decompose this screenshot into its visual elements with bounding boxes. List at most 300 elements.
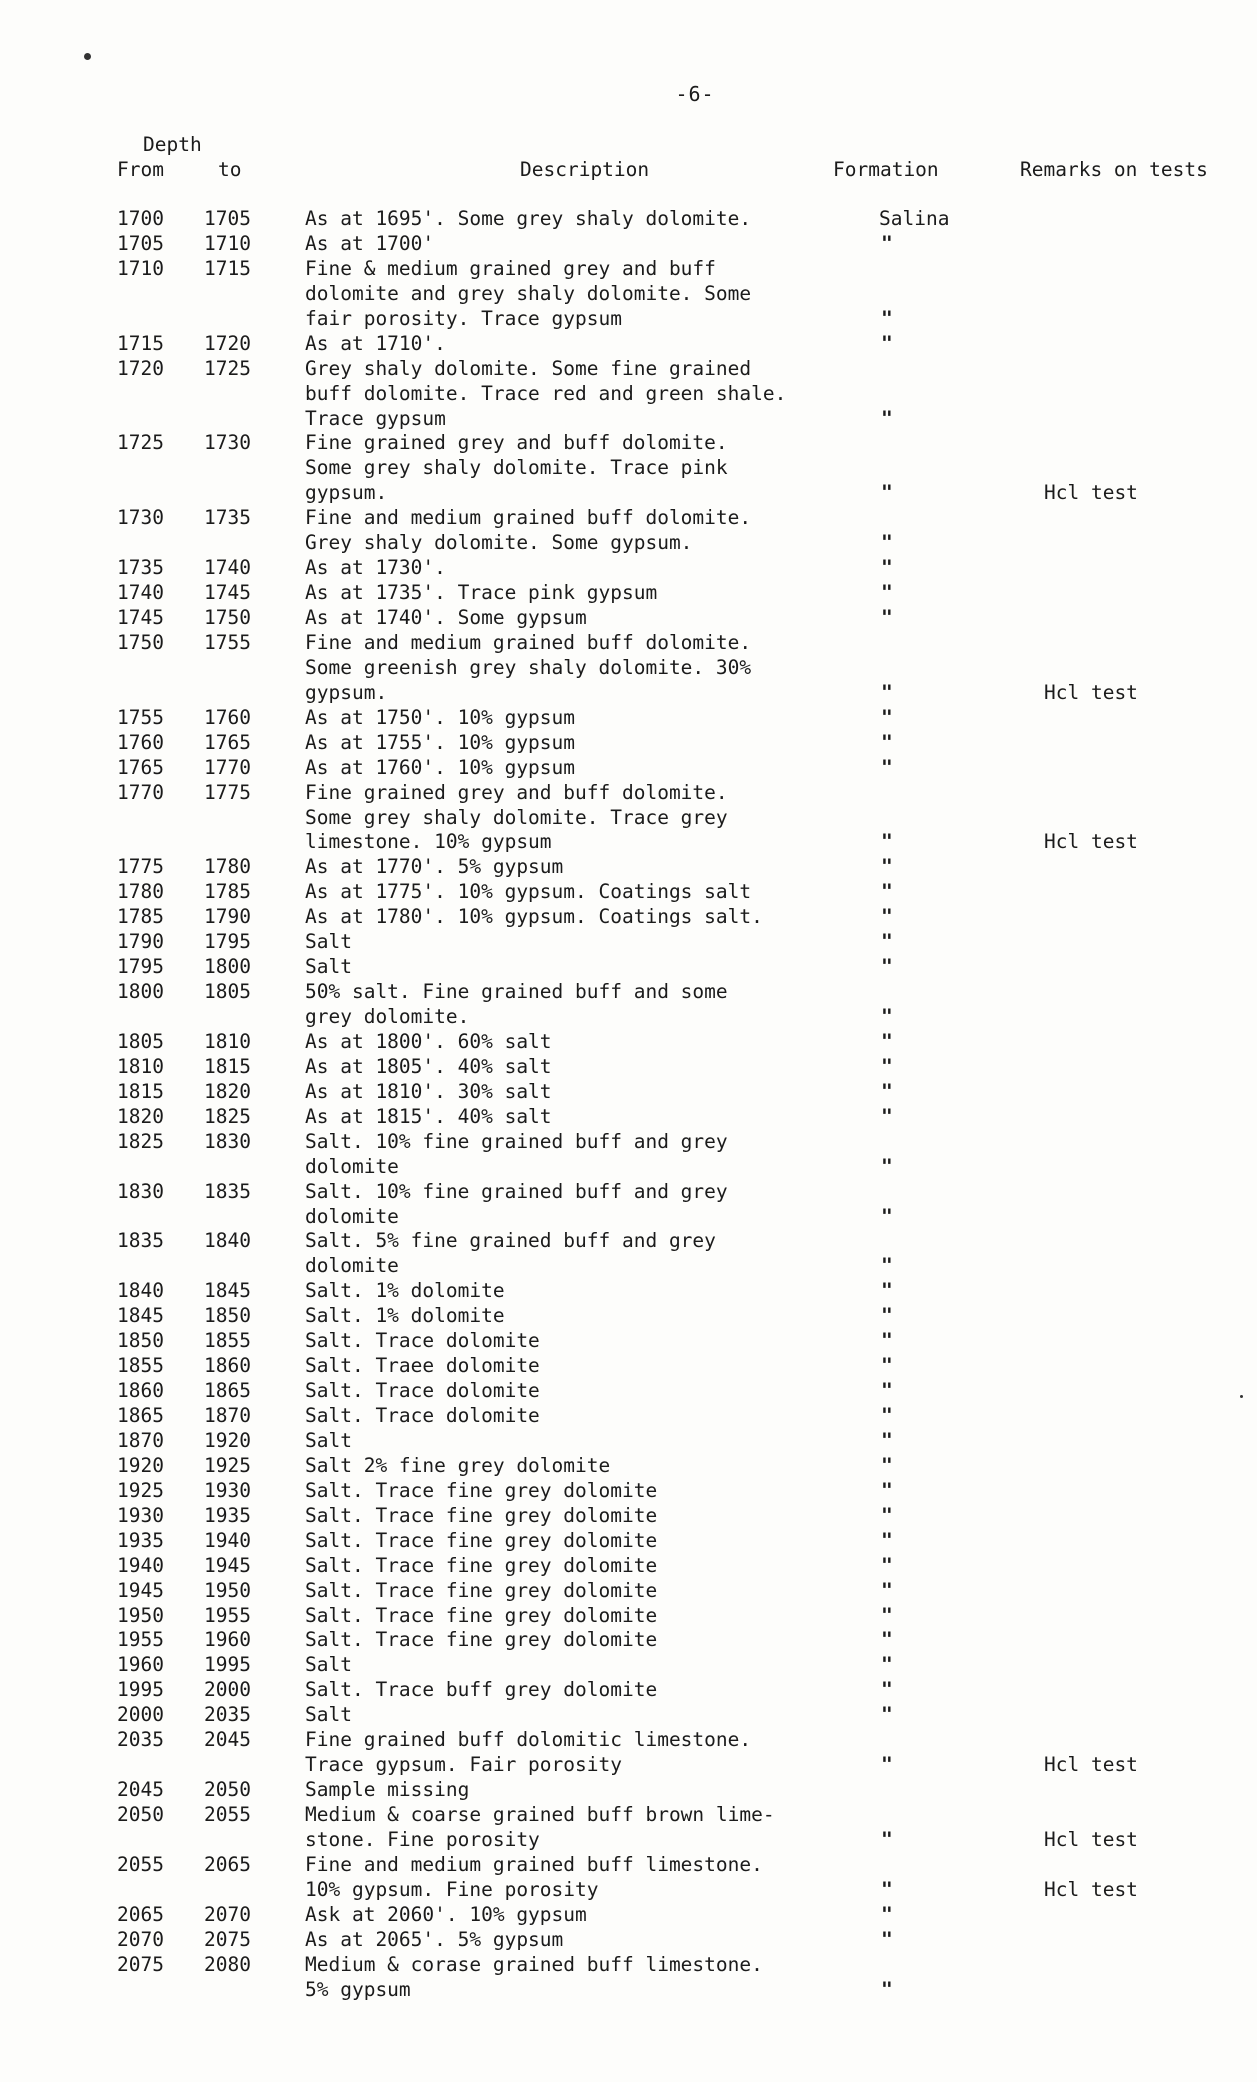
description-cell: gypsum. — [305, 481, 388, 505]
depth-to-cell: 1960 — [204, 1628, 251, 1652]
depth-to-cell: 1860 — [204, 1354, 251, 1378]
formation-cell: " — [881, 1254, 893, 1278]
description-cell: Salt. Trace fine grey dolomite — [305, 1603, 658, 1627]
log-line — [117, 257, 1247, 282]
depth-from-cell: 1790 — [117, 930, 164, 954]
speck-mark — [84, 53, 91, 60]
depth-to-cell: 1810 — [204, 1029, 251, 1053]
depth-from-cell: 1805 — [117, 1029, 164, 1053]
depth-to-cell: 1800 — [204, 955, 251, 979]
log-line — [117, 531, 1247, 556]
formation-cell: " — [881, 531, 893, 555]
depth-from-cell: 1865 — [117, 1404, 164, 1427]
depth-to-cell: 1865 — [204, 1379, 251, 1403]
description-cell: dolomite — [305, 1204, 399, 1228]
formation-cell: " — [881, 1354, 893, 1378]
log-line — [117, 656, 1247, 681]
description-cell: Trace gypsum. Fair porosity — [305, 1753, 622, 1777]
log-line — [117, 1678, 1247, 1703]
log-line — [117, 1853, 1247, 1878]
depth-from-cell: 1710 — [117, 256, 164, 280]
formation-cell: " — [881, 1902, 893, 1926]
description-cell: Salt — [305, 930, 352, 954]
formation-cell: " — [881, 406, 893, 430]
depth-to-cell: 1925 — [204, 1453, 251, 1477]
formation-cell: " — [881, 1379, 893, 1403]
depth-to-cell: 1820 — [204, 1079, 251, 1103]
log-line — [117, 1903, 1247, 1928]
formation-cell: " — [881, 1977, 893, 2001]
log-line — [117, 1130, 1247, 1155]
description-cell: Grey shaly dolomite. Some gypsum. — [305, 531, 693, 555]
description-cell: As at 1810'. 30% salt — [305, 1079, 552, 1103]
remarks-cell: Hcl test — [1044, 680, 1138, 704]
depth-to-cell: 1705 — [204, 207, 251, 230]
depth-from-cell: 1730 — [117, 506, 164, 530]
depth-to-cell: 1920 — [204, 1428, 251, 1452]
log-line — [117, 880, 1247, 905]
formation-cell: " — [881, 680, 893, 704]
formation-cell: " — [881, 556, 893, 580]
remarks-cell: Hcl test — [1044, 1877, 1138, 1901]
formation-cell: " — [881, 730, 893, 754]
log-line — [117, 806, 1247, 831]
depth-from-cell: 1825 — [117, 1129, 164, 1153]
description-cell: gypsum. — [305, 680, 388, 704]
formation-cell: " — [881, 1079, 893, 1103]
depth-from-cell: 1750 — [117, 630, 164, 654]
depth-from-cell: 1870 — [117, 1428, 164, 1452]
description-cell: Salt. Trace fine grey dolomite — [305, 1528, 658, 1552]
description-cell: Salt. Trace dolomite — [305, 1379, 540, 1403]
description-cell: Salt. Trace fine grey dolomite — [305, 1503, 658, 1527]
formation-cell: " — [881, 1478, 893, 1502]
description-cell: As at 1735'. Trace pink gypsum — [305, 581, 658, 605]
log-line — [117, 1080, 1247, 1105]
depth-from-cell: 1925 — [117, 1478, 164, 1502]
description-cell: Fine grained buff dolomitic limestone. — [305, 1728, 752, 1752]
description-cell: Fine and medium grained buff dolomite. — [305, 506, 752, 530]
depth-to-cell: 1805 — [204, 980, 251, 1004]
description-cell: Medium & coarse grained buff brown lime- — [305, 1803, 775, 1826]
log-line — [117, 1828, 1247, 1853]
log-line — [117, 1404, 1247, 1429]
depth-to-cell: 1770 — [204, 755, 251, 779]
depth-from-cell: 1950 — [117, 1603, 164, 1627]
log-line — [117, 1155, 1247, 1180]
depth-from-cell: 1780 — [117, 880, 164, 904]
log-line — [117, 1279, 1247, 1304]
depth-to-cell: 1720 — [204, 331, 251, 355]
depth-from-cell: 1725 — [117, 431, 164, 455]
formation-cell: " — [881, 955, 893, 979]
formation-cell: " — [881, 1553, 893, 1577]
depth-to-cell: 1870 — [204, 1404, 251, 1427]
log-line — [117, 1579, 1247, 1604]
description-cell: Fine & medium grained grey and buff — [305, 256, 716, 280]
formation-cell: " — [881, 1404, 893, 1427]
log-line — [117, 731, 1247, 756]
depth-from-cell: 1940 — [117, 1553, 164, 1577]
depth-to-cell: 2055 — [204, 1803, 251, 1826]
depth-to-cell: 1815 — [204, 1054, 251, 1078]
log-table — [117, 207, 1247, 2003]
log-line — [117, 1379, 1247, 1404]
depth-to-cell: 1740 — [204, 556, 251, 580]
log-line — [117, 1753, 1247, 1778]
header-formation: Formation — [833, 158, 939, 181]
log-line — [117, 1504, 1247, 1529]
formation-cell: Salina — [879, 207, 950, 230]
log-line — [117, 1354, 1247, 1379]
description-cell: 5% gypsum — [305, 1977, 411, 2001]
description-cell: As at 1805'. 40% salt — [305, 1054, 552, 1078]
depth-from-cell: 1775 — [117, 855, 164, 879]
depth-from-cell: 1705 — [117, 231, 164, 255]
depth-from-cell: 1945 — [117, 1578, 164, 1602]
depth-to-cell: 1855 — [204, 1329, 251, 1353]
log-line — [117, 1479, 1247, 1504]
log-line — [117, 1803, 1247, 1828]
log-line — [117, 232, 1247, 257]
log-line — [117, 1554, 1247, 1579]
depth-to-cell: 1950 — [204, 1578, 251, 1602]
description-cell: As at 1760'. 10% gypsum — [305, 755, 576, 779]
header-from: From — [117, 158, 164, 181]
description-cell: 50% salt. Fine grained buff and some — [305, 980, 728, 1004]
depth-to-cell: 1725 — [204, 356, 251, 380]
description-cell: Salt. Trace fine grey dolomite — [305, 1478, 658, 1502]
log-line — [117, 1105, 1247, 1130]
log-line — [117, 506, 1247, 531]
description-cell: Some greenish grey shaly dolomite. 30% — [305, 655, 752, 679]
depth-to-cell: 2075 — [204, 1927, 251, 1951]
formation-cell: " — [881, 905, 893, 929]
log-line — [117, 407, 1247, 432]
description-cell: Salt. 1% dolomite — [305, 1304, 505, 1328]
description-cell: Ask at 2060'. 10% gypsum — [305, 1902, 587, 1926]
description-cell: stone. Fine porosity — [305, 1827, 540, 1851]
log-line — [117, 1329, 1247, 1354]
formation-cell: " — [881, 1428, 893, 1452]
log-line — [117, 207, 1247, 232]
log-line — [117, 1529, 1247, 1554]
log-line — [117, 481, 1247, 506]
log-line — [117, 382, 1247, 407]
formation-cell: " — [881, 1578, 893, 1602]
depth-from-cell: 1930 — [117, 1503, 164, 1527]
depth-from-cell: 1760 — [117, 730, 164, 754]
log-line — [117, 1229, 1247, 1254]
description-cell: As at 1815'. 40% salt — [305, 1104, 552, 1128]
log-line — [117, 606, 1247, 631]
description-cell: Salt 2% fine grey dolomite — [305, 1453, 611, 1477]
description-cell: Salt. Trace dolomite — [305, 1404, 540, 1427]
description-cell: Trace gypsum — [305, 406, 446, 430]
depth-from-cell: 1795 — [117, 955, 164, 979]
depth-to-cell: 1935 — [204, 1503, 251, 1527]
formation-cell: " — [881, 1528, 893, 1552]
depth-from-cell: 1735 — [117, 556, 164, 580]
log-line — [117, 855, 1247, 880]
depth-to-cell: 1845 — [204, 1279, 251, 1303]
log-line — [117, 756, 1247, 781]
log-line — [117, 781, 1247, 806]
log-line — [117, 1429, 1247, 1454]
description-cell: dolomite — [305, 1154, 399, 1178]
depth-to-cell: 1850 — [204, 1304, 251, 1328]
description-cell: Salt. Traee dolomite — [305, 1354, 540, 1378]
description-cell: Salt. 10% fine grained buff and grey — [305, 1129, 728, 1153]
formation-cell: " — [881, 1029, 893, 1053]
depth-from-cell: 1850 — [117, 1329, 164, 1353]
description-cell: Salt. Trace fine grey dolomite — [305, 1628, 658, 1652]
formation-cell: " — [881, 1927, 893, 1951]
description-cell: Some grey shaly dolomite. Trace grey — [305, 805, 728, 829]
log-line — [117, 282, 1247, 307]
depth-to-cell: 1775 — [204, 780, 251, 804]
depth-to-cell: 1955 — [204, 1603, 251, 1627]
depth-to-cell: 1750 — [204, 606, 251, 629]
formation-cell: " — [881, 1453, 893, 1477]
description-cell: dolomite — [305, 1254, 399, 1278]
depth-from-cell: 1835 — [117, 1229, 164, 1253]
description-cell: Salt. Trace buff grey dolomite — [305, 1678, 658, 1702]
depth-to-cell: 1830 — [204, 1129, 251, 1153]
depth-from-cell: 1770 — [117, 780, 164, 804]
depth-to-cell: 1715 — [204, 256, 251, 280]
depth-to-cell: 2080 — [204, 1952, 251, 1976]
depth-from-cell: 1955 — [117, 1628, 164, 1652]
depth-from-cell: 1715 — [117, 331, 164, 355]
depth-from-cell: 2045 — [117, 1778, 164, 1802]
depth-to-cell: 1760 — [204, 705, 251, 729]
depth-from-cell: 2075 — [117, 1952, 164, 1976]
formation-cell: " — [881, 1653, 893, 1677]
log-line — [117, 1703, 1247, 1728]
depth-to-cell: 1940 — [204, 1528, 251, 1552]
depth-from-cell: 2065 — [117, 1902, 164, 1926]
description-cell: Salt. Trace fine grey dolomite — [305, 1578, 658, 1602]
depth-to-cell: 1835 — [204, 1179, 251, 1203]
description-cell: Salt. Trace dolomite — [305, 1329, 540, 1353]
description-cell: grey dolomite. — [305, 1005, 470, 1028]
formation-cell: " — [881, 830, 893, 854]
log-line — [117, 1953, 1247, 1978]
depth-to-cell: 1995 — [204, 1653, 251, 1677]
log-line — [117, 431, 1247, 456]
formation-cell: " — [881, 581, 893, 605]
header-description: Description — [520, 158, 650, 181]
description-cell: As at 1775'. 10% gypsum. Coatings salt — [305, 880, 752, 904]
depth-from-cell: 2035 — [117, 1728, 164, 1752]
description-cell: As at 1740'. Some gypsum — [305, 606, 587, 629]
log-line — [117, 1778, 1247, 1803]
formation-cell: " — [881, 1603, 893, 1627]
formation-cell: " — [881, 481, 893, 505]
description-cell: Some grey shaly dolomite. Trace pink — [305, 456, 728, 480]
log-line — [117, 1978, 1247, 2003]
formation-cell: " — [881, 1154, 893, 1178]
depth-from-cell: 1740 — [117, 581, 164, 605]
depth-from-cell: 1755 — [117, 705, 164, 729]
remarks-cell: Hcl test — [1044, 1827, 1138, 1851]
formation-cell: " — [881, 1753, 893, 1777]
log-line — [117, 556, 1247, 581]
formation-cell: " — [881, 231, 893, 255]
log-line — [117, 1180, 1247, 1205]
formation-cell: " — [881, 1104, 893, 1128]
depth-from-cell: 1700 — [117, 207, 164, 230]
depth-to-cell: 1755 — [204, 630, 251, 654]
header-remarks: Remarks on tests — [1020, 158, 1208, 181]
description-cell: As at 1700' — [305, 231, 435, 255]
description-cell: Salt. 1% dolomite — [305, 1279, 505, 1303]
description-cell: Salt. 10% fine grained buff and grey — [305, 1179, 728, 1203]
log-line — [117, 905, 1247, 930]
description-cell: As at 1695'. Some grey shaly dolomite. — [305, 207, 752, 230]
formation-cell: " — [881, 1054, 893, 1078]
formation-cell: " — [881, 1877, 893, 1901]
depth-to-cell: 2035 — [204, 1703, 251, 1727]
formation-cell: " — [881, 1304, 893, 1328]
log-line — [117, 1454, 1247, 1479]
depth-to-cell: 2070 — [204, 1902, 251, 1926]
log-line — [117, 980, 1247, 1005]
depth-from-cell: 1935 — [117, 1528, 164, 1552]
depth-from-cell: 1745 — [117, 606, 164, 629]
depth-from-cell: 1845 — [117, 1304, 164, 1328]
description-cell: As at 1710'. — [305, 331, 446, 355]
depth-to-cell: 1780 — [204, 855, 251, 879]
formation-cell: " — [881, 1329, 893, 1353]
depth-from-cell: 1860 — [117, 1379, 164, 1403]
depth-to-cell: 2065 — [204, 1852, 251, 1876]
remarks-cell: Hcl test — [1044, 1753, 1138, 1777]
log-line — [117, 1878, 1247, 1903]
description-cell: Salt — [305, 955, 352, 979]
log-line — [117, 1628, 1247, 1653]
formation-cell: " — [881, 606, 893, 629]
depth-from-cell: 1830 — [117, 1179, 164, 1203]
log-line — [117, 1304, 1247, 1329]
log-line — [117, 1005, 1247, 1030]
depth-from-cell: 1855 — [117, 1354, 164, 1378]
depth-to-cell: 2000 — [204, 1678, 251, 1702]
description-cell: Fine and medium grained buff limestone. — [305, 1852, 763, 1876]
description-cell: Fine and medium grained buff dolomite. — [305, 630, 752, 654]
description-cell: Salt. 5% fine grained buff and grey — [305, 1229, 716, 1253]
log-line — [117, 830, 1247, 855]
formation-cell: " — [881, 705, 893, 729]
depth-to-cell: 2050 — [204, 1778, 251, 1802]
depth-from-cell: 1820 — [117, 1104, 164, 1128]
depth-to-cell: 1745 — [204, 581, 251, 605]
description-cell: Salt — [305, 1703, 352, 1727]
description-cell: Fine grained grey and buff dolomite. — [305, 431, 728, 455]
description-cell: Salt — [305, 1428, 352, 1452]
description-cell: limestone. 10% gypsum — [305, 830, 552, 854]
description-cell: As at 1800'. 60% salt — [305, 1029, 552, 1053]
depth-to-cell: 1930 — [204, 1478, 251, 1502]
depth-from-cell: 2000 — [117, 1703, 164, 1727]
log-line — [117, 1604, 1247, 1629]
description-cell: As at 1755'. 10% gypsum — [305, 730, 576, 754]
log-line — [117, 1055, 1247, 1080]
description-cell: As at 1750'. 10% gypsum — [305, 705, 576, 729]
remarks-cell: Hcl test — [1044, 830, 1138, 854]
page-number: -6- — [675, 82, 715, 106]
log-line — [117, 955, 1247, 980]
description-cell: Sample missing — [305, 1778, 470, 1802]
log-line — [117, 1928, 1247, 1953]
formation-cell: " — [881, 1204, 893, 1228]
depth-to-cell: 1785 — [204, 880, 251, 904]
description-cell: As at 1770'. 5% gypsum — [305, 855, 564, 879]
depth-from-cell: 1785 — [117, 905, 164, 929]
formation-cell: " — [881, 1678, 893, 1702]
depth-from-cell: 2055 — [117, 1852, 164, 1876]
description-cell: 10% gypsum. Fine porosity — [305, 1877, 599, 1901]
formation-cell: " — [881, 1503, 893, 1527]
depth-to-cell: 1790 — [204, 905, 251, 929]
log-line — [117, 930, 1247, 955]
formation-cell: " — [881, 1827, 893, 1851]
depth-from-cell: 2050 — [117, 1803, 164, 1826]
log-line — [117, 332, 1247, 357]
formation-cell: " — [881, 1703, 893, 1727]
depth-from-cell: 1995 — [117, 1678, 164, 1702]
remarks-cell: Hcl test — [1044, 481, 1138, 505]
formation-cell: " — [881, 930, 893, 954]
log-line — [117, 307, 1247, 332]
depth-from-cell: 1800 — [117, 980, 164, 1004]
description-cell: As at 1730'. — [305, 556, 446, 580]
depth-from-cell: 1815 — [117, 1079, 164, 1103]
description-cell: buff dolomite. Trace red and green shale. — [305, 381, 787, 405]
depth-from-cell: 1840 — [117, 1279, 164, 1303]
depth-to-cell: 1765 — [204, 730, 251, 754]
depth-to-cell: 1730 — [204, 431, 251, 455]
depth-from-cell: 1960 — [117, 1653, 164, 1677]
description-cell: Medium & corase grained buff limestone. — [305, 1952, 763, 1976]
log-line — [117, 357, 1247, 382]
formation-cell: " — [881, 1628, 893, 1652]
log-line — [117, 1728, 1247, 1753]
description-cell: Grey shaly dolomite. Some fine grained — [305, 356, 752, 380]
depth-from-cell: 1920 — [117, 1453, 164, 1477]
depth-to-cell: 1735 — [204, 506, 251, 530]
log-line — [117, 1653, 1247, 1678]
log-line — [117, 1254, 1247, 1279]
depth-to-cell: 1840 — [204, 1229, 251, 1253]
depth-to-cell: 1825 — [204, 1104, 251, 1128]
formation-cell: " — [881, 331, 893, 355]
description-cell: fair porosity. Trace gypsum — [305, 306, 622, 330]
description-cell: As at 2065'. 5% gypsum — [305, 1927, 564, 1951]
formation-cell: " — [881, 855, 893, 879]
log-line — [117, 1030, 1247, 1055]
depth-to-cell: 1710 — [204, 231, 251, 255]
log-line — [117, 581, 1247, 606]
description-cell: As at 1780'. 10% gypsum. Coatings salt. — [305, 905, 763, 929]
description-cell: Fine grained grey and buff dolomite. — [305, 780, 728, 804]
log-line — [117, 456, 1247, 481]
depth-to-cell: 1795 — [204, 930, 251, 954]
formation-cell: " — [881, 1279, 893, 1303]
depth-from-cell: 2070 — [117, 1927, 164, 1951]
log-line — [117, 1205, 1247, 1230]
